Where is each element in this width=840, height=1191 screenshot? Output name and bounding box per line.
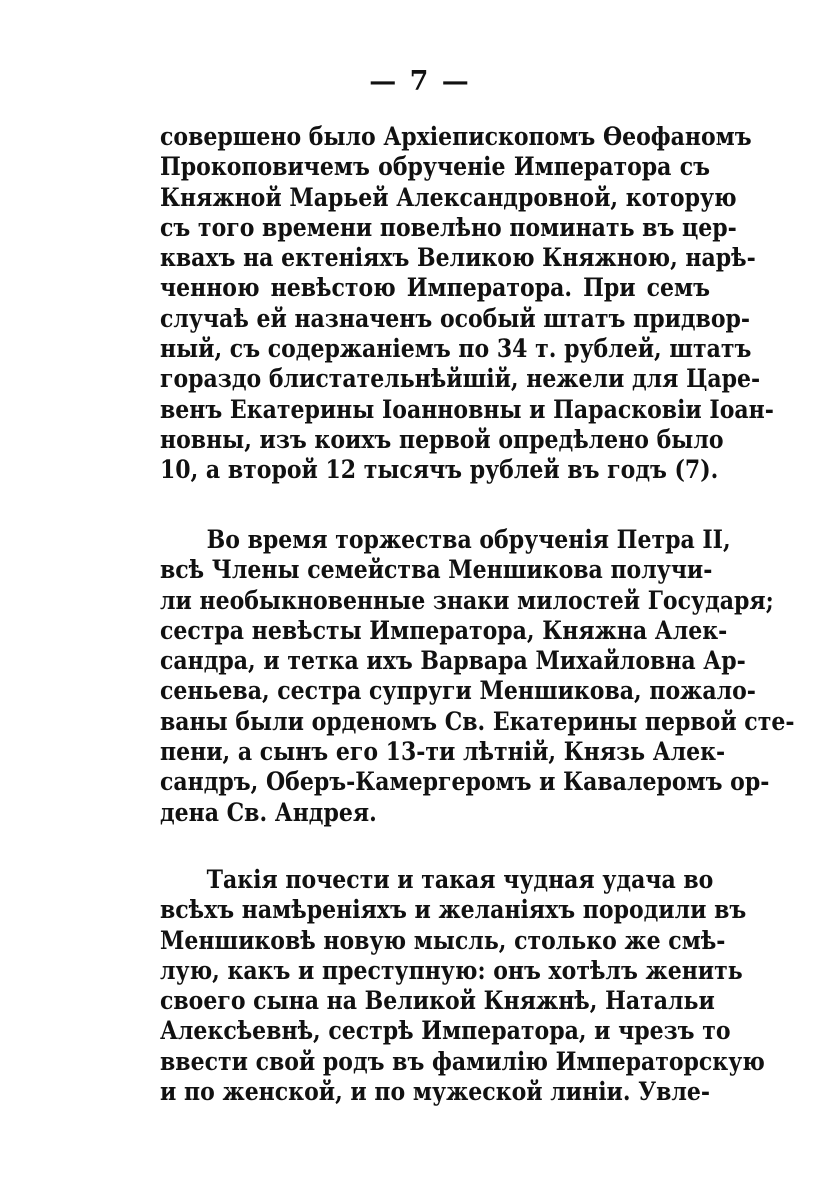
- text-line: ли необыкновенные знаки милостей Государя;: [160, 585, 774, 615]
- text-line: сандра, и тетка ихъ Варвара Михайловна Ар-: [160, 646, 746, 676]
- text-line: своего сына на Великой Княжнѣ, Натальи: [160, 986, 715, 1016]
- text-line: Меншиковѣ новую мысль, столько же смѣ-: [160, 925, 726, 955]
- text-line: ввести свой родъ въ фамилію Императорскую: [160, 1046, 765, 1076]
- text-line: Такія почести и такая чудная удача во: [206, 865, 714, 894]
- text-line: Прокоповичемъ обрученіе Императора съ: [160, 152, 710, 182]
- paragraph-2: [160, 525, 795, 828]
- text-line: гораздо блистательнѣйшій, нежели для Царе-: [160, 364, 761, 394]
- text-line: совершено было Архіепископомъ Ѳеофаномъ: [160, 122, 752, 151]
- text-line: Во время торжества обрученія Петра II,: [206, 525, 731, 554]
- text-line: сандръ, Оберъ-Камергеромъ и Кавалеромъ ор-: [160, 767, 770, 797]
- text-line: новны, изъ коихъ первой опредѣлено было: [160, 424, 724, 454]
- text-line: ный, съ содержаніемъ по 34 т. рублей, штатъ: [160, 334, 752, 364]
- text-line: венъ Екатерины Іоанновны и Парасковіи Іоан-: [160, 394, 774, 424]
- text-line: 10, а второй 12 тысячъ рублей въ годъ (7).: [160, 455, 719, 485]
- paragraph-1: [160, 122, 774, 486]
- text-line: дена Св. Андрея.: [160, 797, 377, 827]
- text-line: ваны были орденомъ Св. Екатерины первой сте-: [160, 706, 795, 736]
- text-line: всѣ Члены семейства Меншикова получи-: [160, 555, 713, 585]
- text-line: Княжной Марьей Александровной, которую: [160, 182, 737, 212]
- text-line: Алексѣевнѣ, сестрѣ Императора, и чрезъ то: [160, 1016, 731, 1046]
- paragraph-3: [160, 865, 765, 1107]
- text-line: и по женской, и по мужеской линіи. Увле-: [160, 1077, 710, 1107]
- text-line: лую, какъ и преступную: онъ хотѣлъ женить: [160, 955, 743, 985]
- text-line: сеньева, сестра супруги Меншикова, пожало-: [160, 676, 756, 706]
- text-line: сестра невѣсты Императора, Княжна Алек-: [160, 615, 728, 645]
- text-line: случаѣ ей назначенъ особый штатъ придвор-: [160, 303, 751, 333]
- text-line: ченною невѣстою Императора. При семъ: [160, 273, 710, 303]
- text-line: пени, а сынъ его 13-ти лѣтній, Князь Алек-: [160, 737, 726, 767]
- text-line: квахъ на ектеніяхъ Великою Княжною, нарѣ-: [160, 243, 756, 273]
- page-number: — 7 —: [369, 66, 471, 97]
- text-line: съ того времени повелѣно поминать въ цер-: [160, 212, 737, 242]
- text-line: всѣхъ намѣреніяхъ и желаніяхъ породили въ: [160, 895, 747, 925]
